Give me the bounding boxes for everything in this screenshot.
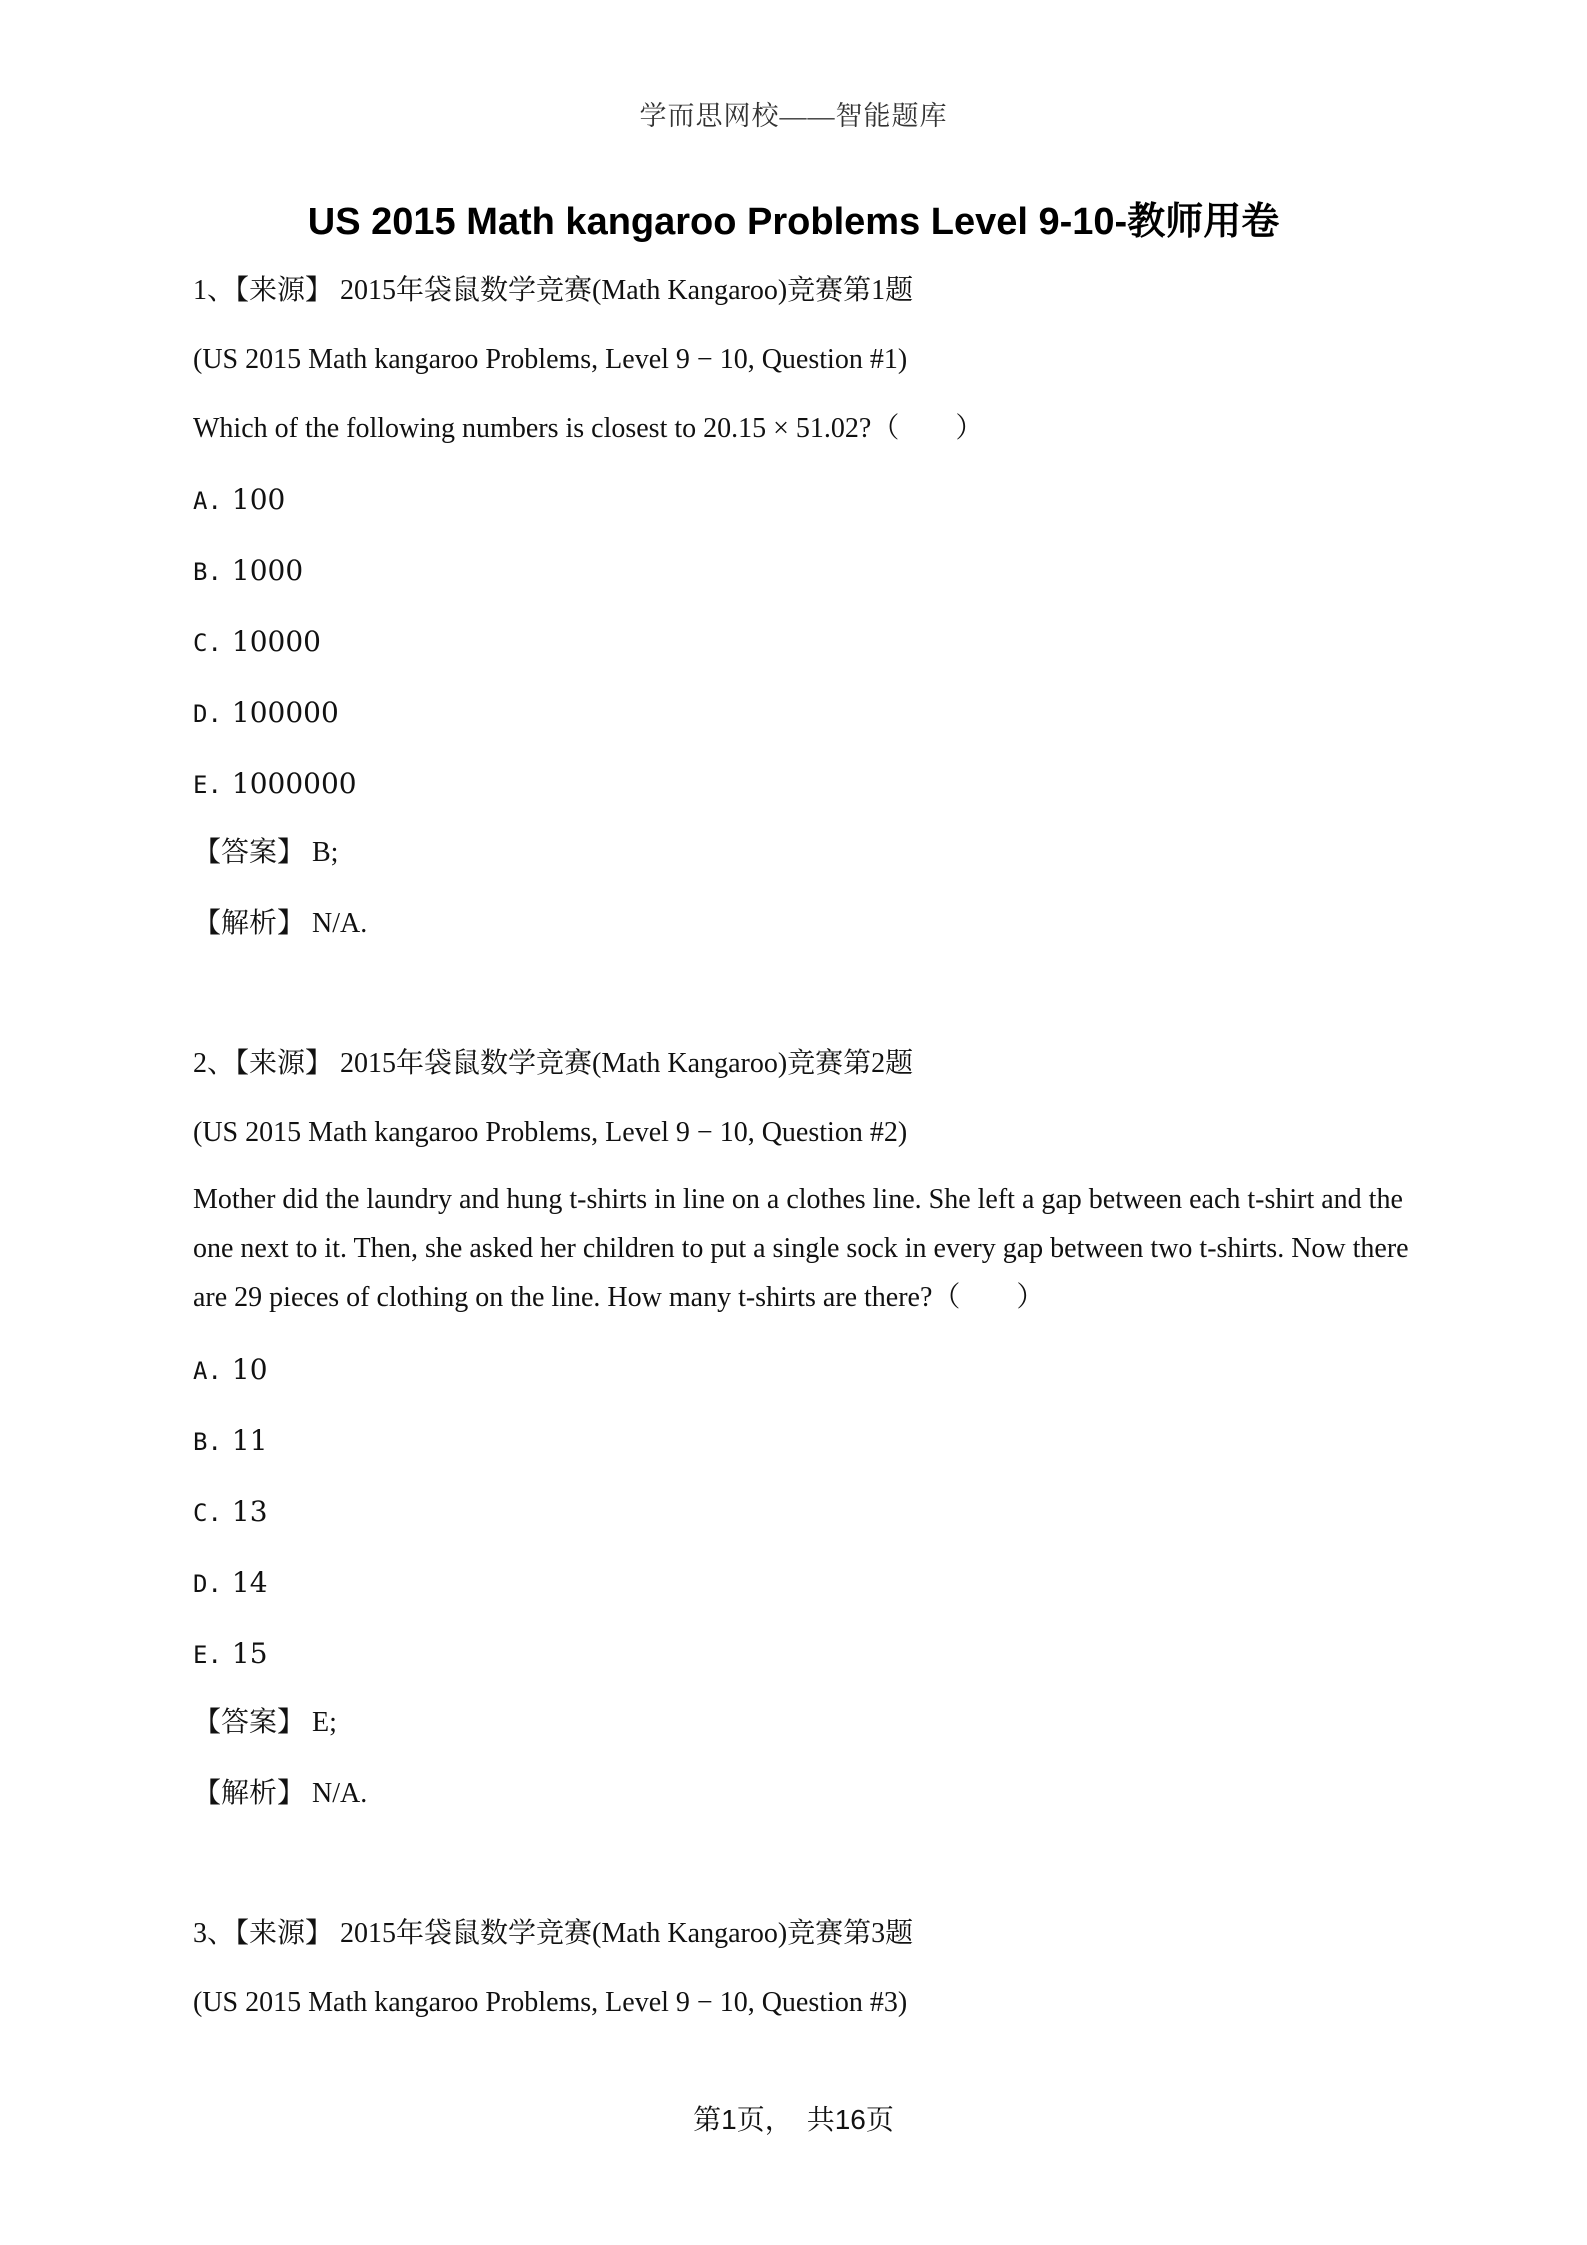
q1-answer: 【答案】 B; — [193, 837, 339, 868]
q2-question-text: Mother did the laundry and hung t-shirts in line on a clothes line. She left a gap between each t-shirt and the one next to it. Then, she asked her children to put a single sock in every gap between two t-shirts. Now there are 29 pieces of clothing on the line. How many t-shirts are there?（ ） — [193, 1184, 1409, 1313]
q3-source: 3、【来源】 2015年袋鼠数学竞赛(Math Kangaroo)竞赛第3题 — [193, 1918, 914, 1949]
option-label: D. — [193, 1570, 222, 1598]
footer-suffix: 页 — [865, 2105, 894, 2136]
q2-option-c — [193, 1495, 268, 1530]
option-label: C. — [193, 1499, 222, 1527]
q2-option-b — [193, 1424, 268, 1459]
option-value: 1000 — [231, 554, 304, 587]
option-value: 10000 — [231, 625, 321, 658]
option-value: 13 — [231, 1495, 268, 1528]
footer-mid: 页， 共 — [736, 2105, 835, 2136]
q1-option-c — [193, 625, 321, 660]
option-label: C. — [193, 629, 222, 657]
option-label: A. — [193, 487, 222, 515]
option-value: 100 — [231, 483, 286, 516]
page-header: 学而思网校——智能题库 — [639, 101, 948, 131]
q2-source: 2、【来源】 2015年袋鼠数学竞赛(Math Kangaroo)竞赛第2题 — [193, 1048, 914, 1079]
q1-option-a — [193, 483, 285, 518]
q2-option-a — [193, 1353, 268, 1388]
q2-reference: (US 2015 Math kangaroo Problems, Level 9 − 10, Question #2) — [193, 1117, 908, 1148]
q1-reference: (US 2015 Math kangaroo Problems, Level 9 − 10, Question #1) — [193, 344, 908, 375]
option-value: 100000 — [231, 696, 339, 729]
page-footer — [0, 2098, 1587, 2138]
q1-question-text: Which of the following numbers is closest to 20.15 × 51.02?（ ） — [193, 413, 984, 444]
q2-option-e — [193, 1637, 268, 1672]
option-label: D. — [193, 700, 222, 728]
q2-analysis: 【解析】 N/A. — [193, 1778, 368, 1809]
q2-answer: 【答案】 E; — [193, 1707, 337, 1738]
page-title: US 2015 Math kangaroo Problems Level 9-10-教师用卷 — [307, 201, 1280, 243]
option-label: E. — [193, 771, 222, 799]
footer-total-pages: 16 — [834, 2104, 866, 2135]
q1-analysis: 【解析】 N/A. — [193, 908, 368, 939]
q1-option-e — [193, 767, 357, 802]
option-value: 15 — [231, 1637, 268, 1670]
option-value: 10 — [231, 1353, 268, 1386]
option-label: B. — [193, 1428, 222, 1456]
footer-prefix: 第 — [693, 2105, 722, 2136]
option-value: 14 — [231, 1566, 268, 1599]
q1-option-b — [193, 554, 303, 589]
q1-option-d — [193, 696, 339, 731]
option-label: A. — [193, 1357, 222, 1385]
footer-page-number: 1 — [721, 2104, 737, 2135]
option-value: 1000000 — [231, 767, 357, 800]
q1-source: 1、【来源】 2015年袋鼠数学竞赛(Math Kangaroo)竞赛第1题 — [193, 275, 914, 306]
option-label: E. — [193, 1641, 222, 1669]
option-label: B. — [193, 558, 222, 586]
option-value: 11 — [231, 1424, 268, 1457]
q3-reference: (US 2015 Math kangaroo Problems, Level 9 − 10, Question #3) — [193, 1987, 908, 2018]
q2-option-d — [193, 1566, 268, 1601]
